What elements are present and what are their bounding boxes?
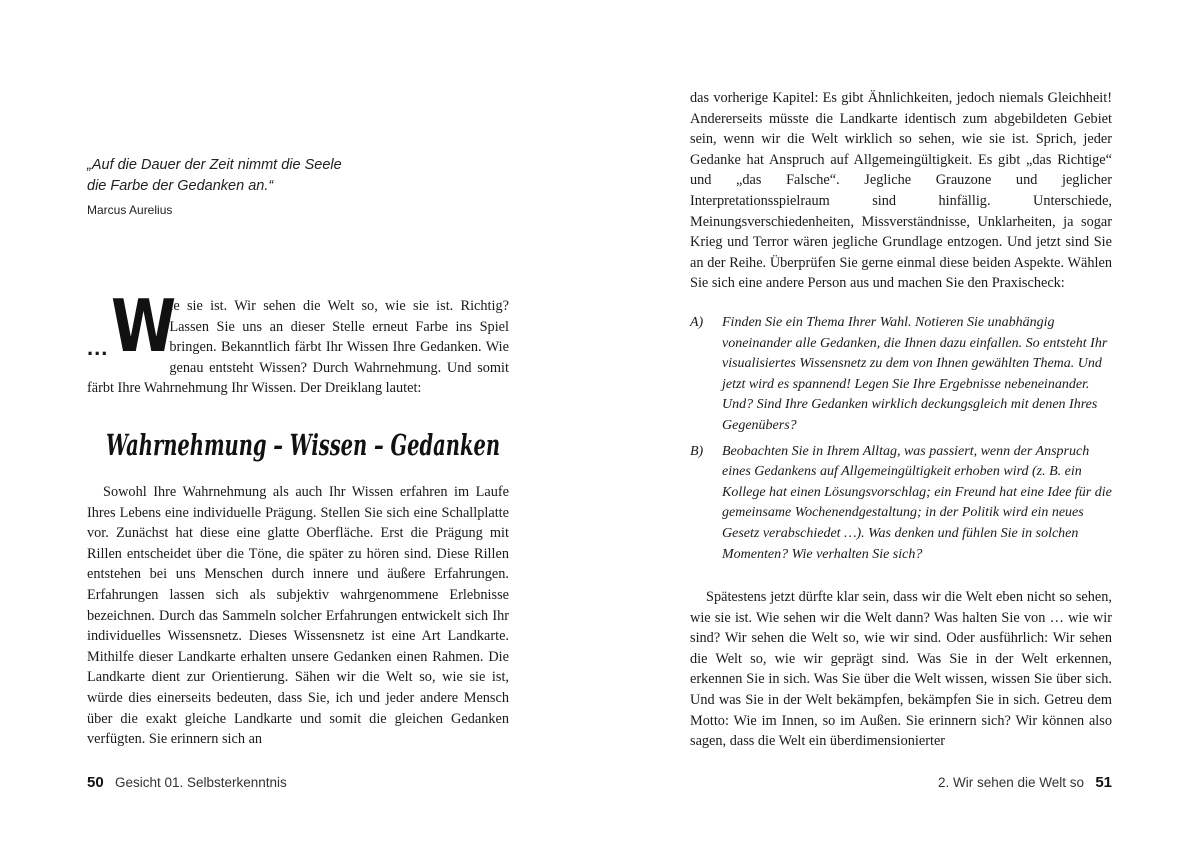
paragraph-text: Sowohl Ihre Wahrnehmung als auch Ihr Wissen erfahren im Laufe Ihres Lebens eine individuelle Prägung. Stellen Sie sich eine Schallplatte vor. Zunächst hat diese eine glatte Oberfläche. Erst die Prägung mit Rillen entscheidet über die Töne, die später zu hören sind. Diese Rillen entstehen bei uns Menschen durch innere und äußere Erfahrungen. Erfahrungen lassen sich als subjektiv wahrgenommene Erlebnisse bezeichnen. Durch das Sammeln solcher Erfahrungen entwickelt sich Ihr individuelles Wissensnetz. Dieses Wissensnetz ist eine Art Landkarte. Mithilfe dieser Landkarte erhalten unsere Gedanken einen Rahmen. Die Landkarte dient zur Orientierung. Sähen wir die Welt so, wie sie ist, würde dies einerseits bedeuten, dass Sie, ich und jeder andere Mensch über die exakt gleiche Landkarte und somit die gleichen Gedanken verfügten. Sie erinnern sich an <box>87 484 509 748</box>
body-paragraph-continued <box>690 88 1112 294</box>
exercise-label: A) <box>690 315 704 330</box>
quote-author: Marcus Aurelius <box>87 203 173 217</box>
exercise-list <box>690 313 1112 570</box>
exercise-text: Finden Sie ein Thema Ihrer Wahl. Notieren Sie unabhängig voneinander alle Gedanken, die Ihnen dazu einfallen. So entsteht Ihr visualisiertes Wissensnetz zu dem von Ihnen gewählten Thema. Und jetzt wird es spannend! Legen Sie Ihre Ergebnisse nebeneinander. Und? Sind Ihre Gedanken wirklich deckungsgleich mit denen Ihres Gegenübers? <box>722 315 1108 433</box>
exercise-item-b <box>690 442 1112 566</box>
intro-text: ie sie ist. Wir sehen die Welt so, wie sie ist. Richtig? Lassen Sie uns an dieser Stelle erneut Farbe ins Spiel bringen. Bekanntlich färbt Ihr Wissen Ihre Gedanken. Wie genau entsteht Wissen? Durch Wahrnehmung. Und somit färbt Ihre Wahrnehmung Ihr Wissen. Der Dreiklang lautet: <box>87 298 509 397</box>
footer-right <box>938 774 1112 791</box>
script-heading <box>104 419 504 471</box>
quote-line-1: „Auf die Dauer der Zeit nimmt die Seele <box>87 157 342 173</box>
page-number: 51 <box>1095 774 1112 791</box>
script-heading-graphic <box>104 419 504 471</box>
quote-line-2: die Farbe der Gedanken an.“ <box>87 178 274 194</box>
exercise-label: B) <box>690 443 704 459</box>
footer-left <box>87 774 287 791</box>
epigraph-quote <box>87 155 417 197</box>
script-heading-text: Wahrnehmung – Wissen – Gedanken <box>106 428 500 462</box>
paragraph-text: das vorherige Kapitel: Es gibt Ähnlichkeiten, jedoch niemals Gleichheit! Andererseits müsste die Landkarte identisch zum abgebildeten Gebiet sein, wenn wir die Welt wirklich so sehen, wie sie ist. Sprich, jeder Gedanke hat Anspruch auf Allgemeingültigkeit. Es gibt „das Richtige“ und „das Falsche“. Jegliche Grauzone und jeglicher Interpretationsspielraum sind hinfällig. Unterschiede, Meinungsverschiedenheiten, Missverständnisse, Unklarheiten, ja sogar Krieg und Terror wären jegliche Grundlage entzogen. Und jetzt sind Sie an der Reihe. Überprüfen Sie gerne einmal diese beiden Aspekte. Wählen Sie sich eine andere Person aus und machen Sie den Praxischeck: <box>690 90 1112 292</box>
body-paragraph-2 <box>87 482 509 750</box>
paragraph-text: Spätestens jetzt dürfte klar sein, dass wir die Welt eben nicht so sehen, wie sie ist. Wie sehen wir die Welt dann? Was halten Sie von … wie wir sind? Wir sehen die Welt so, wie wir sind. Oder ausführlich: Wir sehen die Welt so, wie wir geprägt sind. Was Sie in der Welt erkennen, erkennen Sie in sich. Was Sie über die Welt wissen, wissen Sie über sich. Und was Sie in der Welt bekämpfen, bekämpfen Sie in sich. Getreu dem Motto: Wie im Innen, so im Außen. Sie erinnern sich? Wir können also sagen, dass die Welt ein überdimensionierter <box>690 589 1112 750</box>
dropcap-dots: ... <box>87 335 109 360</box>
dropcap-letter: W <box>111 284 177 368</box>
right-page <box>599 0 1198 856</box>
intro-paragraph <box>87 284 509 399</box>
running-title: 2. Wir sehen die Welt so <box>937 775 1085 790</box>
exercise-text: Beobachten Sie in Ihrem Alltag, was passiert, wenn der Anspruch eines Gedankens auf Allgemeingültigkeit erhoben wird (z. B. ein Kollege hat einen Lösungsvorschlag; ein Freund hat eine Idee für die gemeinsame Wochenendgestaltung; in der Politik wird ein neues Gesetz verabschiedet …). Was denken und fühlen Sie in solchen Momenten? Wie verhalten Sie sich? <box>722 443 1112 562</box>
exercise-item-a <box>690 313 1112 437</box>
body-paragraph-3 <box>690 587 1112 752</box>
page-number: 50 <box>87 774 104 791</box>
running-title: Gesicht 01. Selbsterkenntnis <box>114 775 287 790</box>
